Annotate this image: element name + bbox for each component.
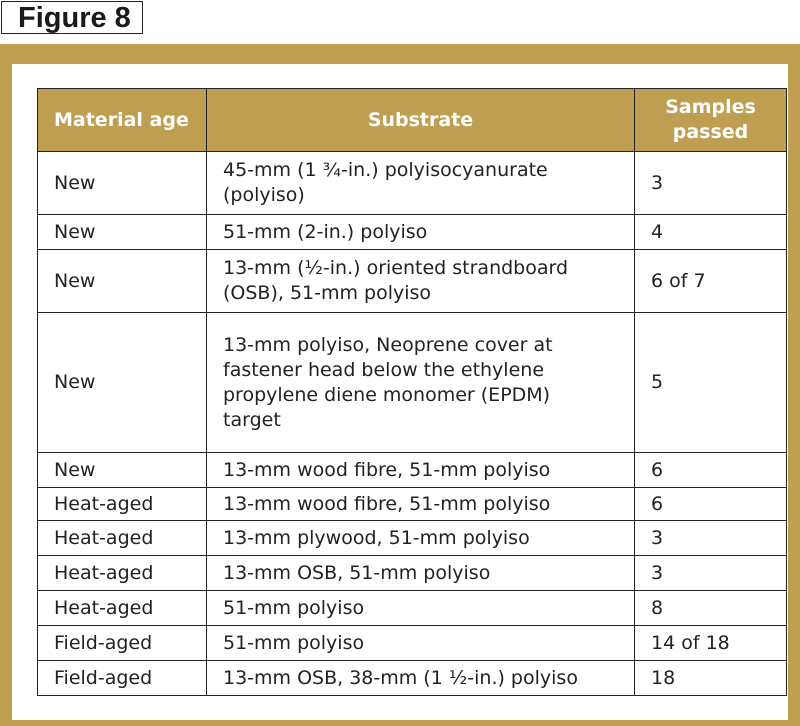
table-row <box>38 250 787 313</box>
results-table <box>37 88 787 696</box>
table-row <box>38 521 787 556</box>
material-age-cell: Heat-aged <box>38 488 207 521</box>
substrate-cell: 13-mm polyiso, Neoprene cover at fastener head below the ethylene propylene diene monomer (EPDM) target <box>207 313 635 453</box>
samples-passed-cell: 3 <box>635 152 787 215</box>
table-row <box>38 626 787 661</box>
samples-passed-cell: 8 <box>635 591 787 626</box>
material-age-cell: New <box>38 453 207 488</box>
substrate-cell: 13-mm OSB, 51-mm polyiso <box>207 556 635 591</box>
substrate-cell: 45-mm (1 ¾-in.) polyisocyanurate (polyiso) <box>207 152 635 215</box>
material-age-cell: New <box>38 313 207 453</box>
table-row <box>38 488 787 521</box>
material-age-cell: Field-aged <box>38 661 207 696</box>
table-row <box>38 591 787 626</box>
table-row <box>38 556 787 591</box>
substrate-cell: 13-mm plywood, 51-mm polyiso <box>207 521 635 556</box>
samples-passed-cell: 3 <box>635 521 787 556</box>
material-age-cell: Heat-aged <box>38 591 207 626</box>
figure-label: Figure 8 <box>1 1 143 34</box>
samples-passed-cell: 5 <box>635 313 787 453</box>
substrate-cell: 51-mm polyiso <box>207 591 635 626</box>
substrate-cell: 13-mm wood fibre, 51-mm polyiso <box>207 488 635 521</box>
samples-passed-cell: 6 of 7 <box>635 250 787 313</box>
samples-passed-cell: 4 <box>635 215 787 250</box>
substrate-cell: 13-mm wood fibre, 51-mm polyiso <box>207 453 635 488</box>
samples-passed-cell: 3 <box>635 556 787 591</box>
table-row <box>38 152 787 215</box>
table-row <box>38 453 787 488</box>
samples-passed-cell: 18 <box>635 661 787 696</box>
table-row <box>38 313 787 453</box>
header-substrate: Substrate <box>207 89 635 152</box>
substrate-cell: 51-mm polyiso <box>207 626 635 661</box>
table-row <box>38 215 787 250</box>
substrate-cell: 13-mm (½-in.) oriented strandboard (OSB), 51-mm polyiso <box>207 250 635 313</box>
header-material-age: Material age <box>38 89 207 152</box>
header-row <box>38 89 787 152</box>
substrate-cell: 13-mm OSB, 38-mm (1 ½-in.) polyiso <box>207 661 635 696</box>
samples-passed-cell: 6 <box>635 453 787 488</box>
material-age-cell: New <box>38 215 207 250</box>
material-age-cell: Field-aged <box>38 626 207 661</box>
material-age-cell: New <box>38 250 207 313</box>
table-row <box>38 661 787 696</box>
substrate-cell: 51-mm (2-in.) polyiso <box>207 215 635 250</box>
header-samples-passed: Samples passed <box>635 89 787 152</box>
material-age-cell: New <box>38 152 207 215</box>
samples-passed-cell: 14 of 18 <box>635 626 787 661</box>
material-age-cell: Heat-aged <box>38 521 207 556</box>
material-age-cell: Heat-aged <box>38 556 207 591</box>
samples-passed-cell: 6 <box>635 488 787 521</box>
